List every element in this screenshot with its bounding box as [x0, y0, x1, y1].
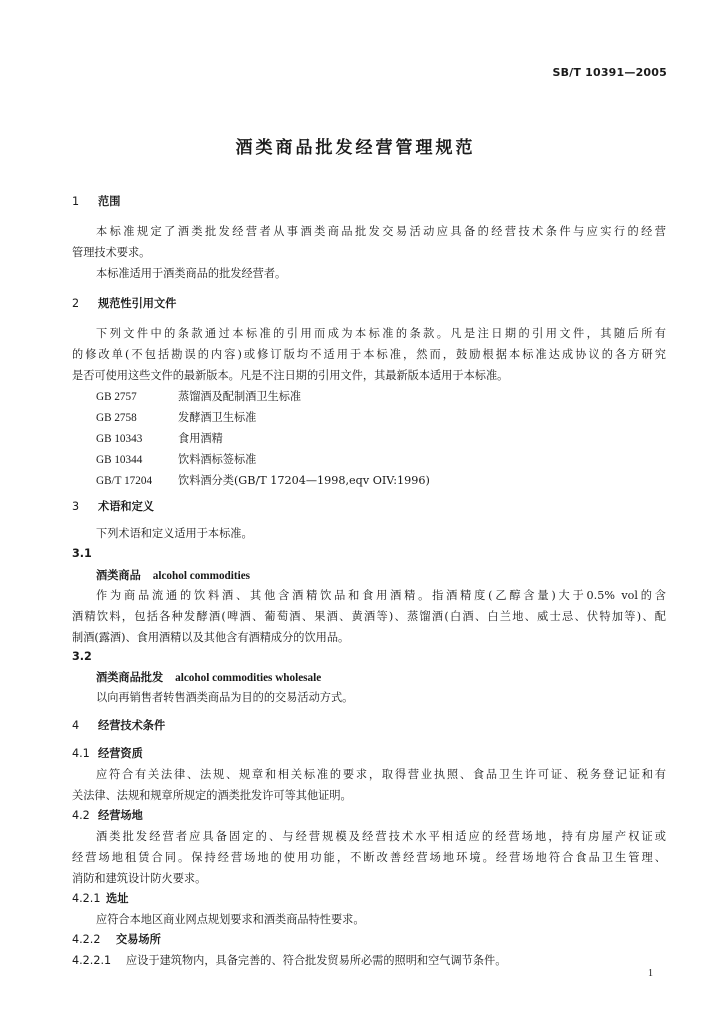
- reference-title: 饮料酒标签标准: [178, 453, 257, 466]
- section-4-number: 4: [72, 719, 80, 732]
- section-4-1-heading: [72, 747, 143, 761]
- section-2-heading: [72, 297, 176, 311]
- term-3-2-cn: 酒类商品批发: [96, 670, 164, 684]
- term-3-1-number: 3.1: [72, 547, 92, 560]
- section-4-2-1-line-1: 应符合本地区商业网点规划要求和酒类商品特性要求。: [96, 913, 365, 926]
- page-number: 1: [648, 968, 653, 979]
- section-3-intro: 下列术语和定义适用于本标准。: [96, 527, 253, 540]
- reference-title: 蒸馏酒及配制酒卫生标准: [178, 390, 302, 403]
- reference-code: GB 2757: [96, 391, 137, 403]
- reference-code: GB 10344: [96, 454, 143, 466]
- section-4-2-number: 4.2: [72, 809, 90, 822]
- term-3-2-en: alcohol commodities wholesale: [175, 672, 322, 684]
- section-1-title: 范围: [98, 195, 121, 208]
- section-4-1-number: 4.1: [72, 747, 90, 760]
- reference-title: 饮料酒分类(GB/T 17204—1998,eqv OIV:1996): [178, 474, 430, 487]
- section-4-1-title: 经营资质: [98, 747, 143, 760]
- reference-item: [96, 474, 430, 488]
- section-4-2-2-title: 交易场所: [116, 933, 161, 946]
- section-4-2-title: 经营场地: [98, 809, 143, 822]
- document-title: 酒类商品批发经营管理规范: [235, 138, 476, 158]
- reference-title: 发酵酒卫生标准: [178, 411, 257, 424]
- term-3-2-number: 3.2: [72, 650, 92, 663]
- reference-title: 食用酒精: [178, 432, 223, 445]
- section-1-number: 1: [72, 195, 80, 208]
- reference-item: [96, 453, 256, 467]
- section-4-2-2-1: [72, 954, 506, 968]
- reference-code: GB 2758: [96, 412, 137, 424]
- section-4-2-1-number: 4.2.1: [72, 892, 101, 905]
- section-4-2-2-1-number: 4.2.2.1: [72, 954, 112, 967]
- section-2-para-line-2: 的修改单(不包括勘误的内容)或修订版均不适用于本标准，然而，鼓励根据本标准达成协议的各方研究: [72, 348, 666, 361]
- section-2-para-line-3: 是否可使用这些文件的最新版本。凡是不注日期的引用文件，其最新版本适用于本标准。: [72, 369, 509, 382]
- section-4-2-line-1: 酒类批发经营者应具备固定的、与经营规模及经营技术水平相适应的经营场地，持有房屋产权证或: [96, 830, 666, 843]
- section-4-heading: [72, 719, 165, 733]
- section-2-para-line-1: 下列文件中的条款通过本标准的引用而成为本标准的条款。凡是注日期的引用文件，其随后所有: [96, 327, 666, 340]
- term-3-1-en: alcohol commodities: [152, 570, 251, 582]
- section-4-1-line-1: 应符合有关法律、法规、规章和相关标准的要求，取得营业执照、食品卫生许可证、税务登记证和有: [96, 768, 666, 781]
- term-3-1-def-line-1: 作为商品流通的饮料酒、其他含酒精饮品和食用酒精。指酒精度(乙醇含量)大于0.5% vol的含: [96, 589, 666, 602]
- term-3-2-def: 以向再销售者转售酒类商品为目的的交易活动方式。: [96, 691, 354, 704]
- section-4-2-heading: [72, 809, 143, 823]
- term-3-1-cn: 酒类商品: [96, 568, 141, 582]
- reference-item: [96, 411, 256, 425]
- reference-code: GB/T 17204: [96, 475, 153, 487]
- term-3-2-name: [96, 670, 321, 685]
- section-4-2-line-2: 经营场地租赁合同。保持经营场地的使用功能，不断改善经营场地环境。经营场地符合食品卫生管理、: [72, 851, 666, 864]
- section-3-title: 术语和定义: [98, 500, 154, 513]
- section-4-2-line-3: 消防和建筑设计防火要求。: [72, 872, 207, 885]
- section-4-2-2-1-text: 应设于建筑物内，具备完善的、符合批发贸易所必需的照明和空气调节条件。: [126, 954, 507, 967]
- section-1-para-1-line-1: 本标准规定了酒类批发经营者从事酒类商品批发交易活动应具备的经营技术条件与应实行的经营: [96, 225, 666, 238]
- reference-item: [96, 390, 301, 404]
- section-4-1-line-2: 关法律、法规和规章所规定的酒类批发许可等其他证明。: [72, 789, 352, 802]
- section-3-heading: [72, 500, 154, 514]
- section-4-2-1-heading: [72, 892, 128, 906]
- reference-code: GB 10343: [96, 433, 143, 445]
- section-4-2-2-heading: [72, 933, 161, 947]
- section-1-para-2: 本标准适用于酒类商品的批发经营者。: [96, 267, 287, 280]
- reference-item: [96, 432, 223, 446]
- section-3-number: 3: [72, 500, 80, 513]
- term-3-1-def-line-2: 酒精饮料，包括各种发酵酒(啤酒、葡萄酒、果酒、黄酒等)、蒸馏酒(白酒、白兰地、威士忌、伏特加等)、配: [72, 610, 666, 623]
- term-3-1-def-line-3: 制酒(露酒)、食用酒精以及其他含有酒精成分的饮用品。: [72, 631, 350, 644]
- term-3-1-name: [96, 568, 250, 583]
- section-4-2-2-number: 4.2.2: [72, 933, 101, 946]
- section-4-title: 经营技术条件: [98, 719, 166, 732]
- section-2-title: 规范性引用文件: [98, 297, 177, 310]
- standard-code: SB/T 10391—2005: [552, 66, 667, 79]
- section-1-para-1-line-2: 管理技术要求。: [72, 246, 151, 259]
- section-1-heading: [72, 195, 120, 209]
- section-2-number: 2: [72, 297, 80, 310]
- section-4-2-1-title: 选址: [106, 892, 129, 905]
